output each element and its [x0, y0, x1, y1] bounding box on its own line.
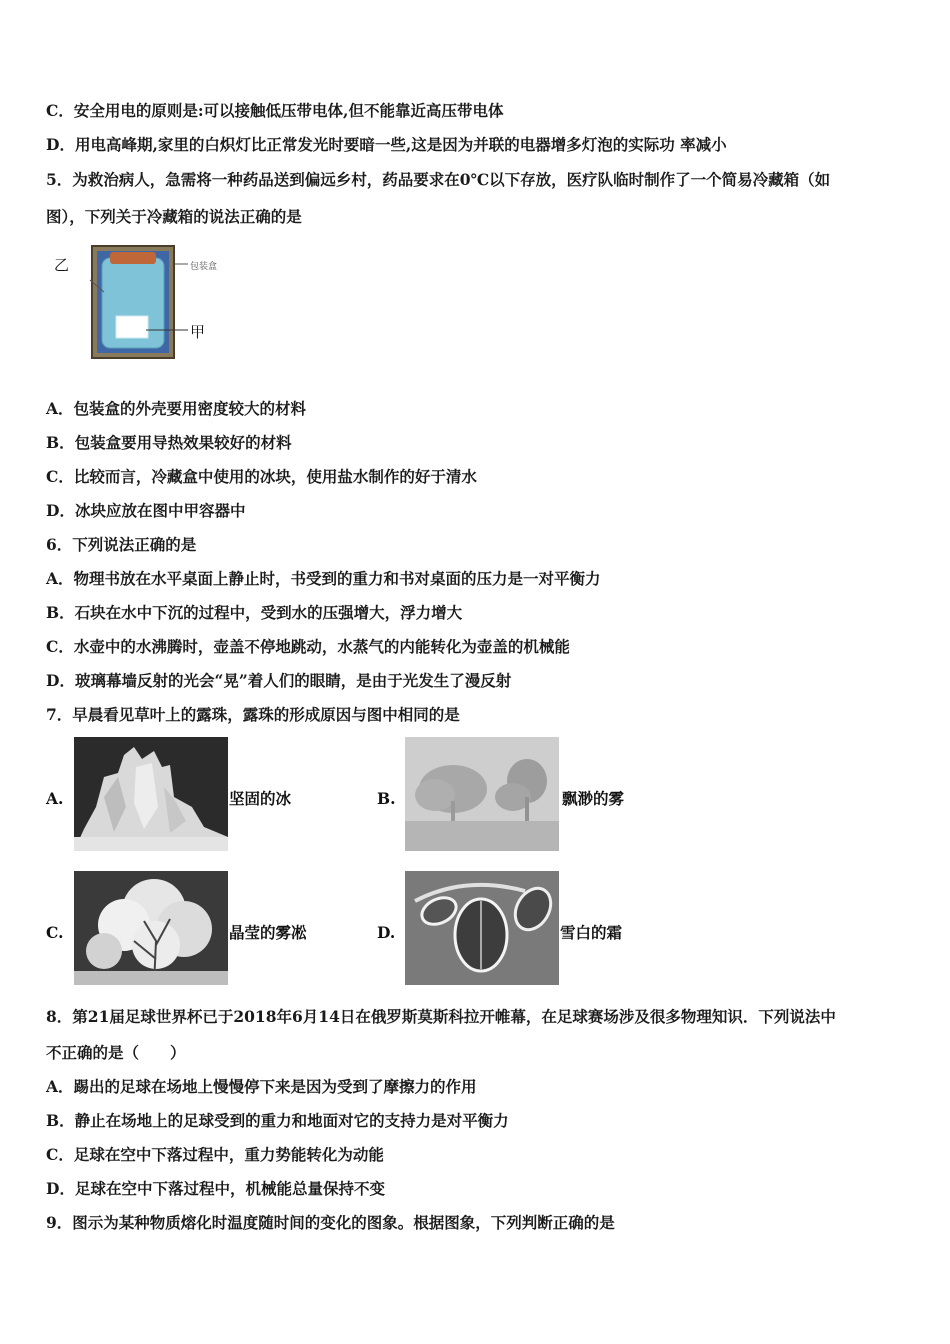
frost-photo	[405, 871, 559, 985]
q5-option-c: C．比较而言，冷藏盒中使用的冰块，使用盐水制作的好于清水	[46, 467, 477, 486]
q9-stem: 9．图示为某种物质熔化时温度随时间的变化的图象。根据图象，下列判断正确的是	[46, 1213, 615, 1232]
q7-option-c-caption: 晶莹的雾凇	[229, 923, 307, 942]
q7-option-d-caption: 雪白的霜	[560, 923, 623, 942]
q5-stem-line2: 图），下列关于冷藏箱的说法正确的是	[46, 207, 302, 226]
q5-option-a: A．包装盒的外壳要用密度较大的材料	[46, 399, 307, 418]
q4-option-c: C．安全用电的原则是:可以接触低压带电体,但不能靠近高压带电体	[46, 101, 504, 120]
q8-option-c: C．足球在空中下落过程中，重力势能转化为动能	[46, 1145, 384, 1164]
fog-photo	[405, 737, 559, 851]
q8-option-d: D．足球在空中下落过程中，机械能总量保持不变	[46, 1179, 385, 1198]
q7-option-b-letter: B.	[377, 789, 396, 808]
figure-label-box: 包装盒	[190, 262, 218, 272]
q6-option-c: C．水壶中的水沸腾时，壶盖不停地跳动，水蒸气的内能转化为壶盖的机械能	[46, 637, 570, 656]
q8-stem-line2: 不正确的是（ ）	[46, 1043, 186, 1062]
q5-option-b: B．包装盒要用导热效果较好的材料	[46, 433, 292, 452]
q7-stem: 7．早晨看见草叶上的露珠，露珠的形成原因与图中相同的是	[46, 705, 460, 724]
q8-option-b: B．静止在场地上的足球受到的重力和地面对它的支持力是对平衡力	[46, 1111, 509, 1130]
q8-stem-line1: 8．第21届足球世界杯已于2018年6月14日在俄罗斯莫斯科拉开帷幕，在足球赛场涉及很多物理知识．下列说法中	[46, 1007, 836, 1026]
q6-option-b: B．石块在水中下沉的过程中，受到水的压强增大，浮力增大	[46, 603, 463, 622]
rime-photo	[74, 871, 228, 985]
q6-stem: 6．下列说法正确的是	[46, 535, 197, 554]
q7-option-d-letter: D.	[377, 923, 396, 942]
q4-option-d: D．用电高峰期,家里的白炽灯比正常发光时要暗一些,这是因为并联的电器增多灯泡的实际功 率减小	[46, 135, 727, 154]
q5-option-d: D．冰块应放在图中甲容器中	[46, 501, 246, 520]
q5-stem-line1: 5．为救治病人，急需将一种药品送到偏远乡村，药品要求在0℃以下存放，医疗队临时制作了一个简易冷藏箱（如	[46, 170, 831, 189]
q7-option-c-letter: C.	[46, 923, 64, 942]
q8-option-a: A．踢出的足球在场地上慢慢停下来是因为受到了摩擦力的作用	[46, 1077, 477, 1096]
q6-option-d: D．玻璃幕墙反射的光会“晃”着人们的眼睛，是由于光发生了漫反射	[46, 671, 512, 690]
ice-photo	[74, 737, 228, 851]
figure-label-yi: 乙	[54, 256, 70, 274]
q6-option-a: A．物理书放在水平桌面上静止时，书受到的重力和书对桌面的压力是一对平衡力	[46, 569, 601, 588]
q7-option-a-caption: 坚固的冰	[229, 789, 292, 808]
q7-option-a-letter: A.	[46, 789, 64, 808]
figure-label-jia: 甲	[190, 323, 206, 341]
q7-option-b-caption: 飘渺的雾	[562, 789, 625, 808]
